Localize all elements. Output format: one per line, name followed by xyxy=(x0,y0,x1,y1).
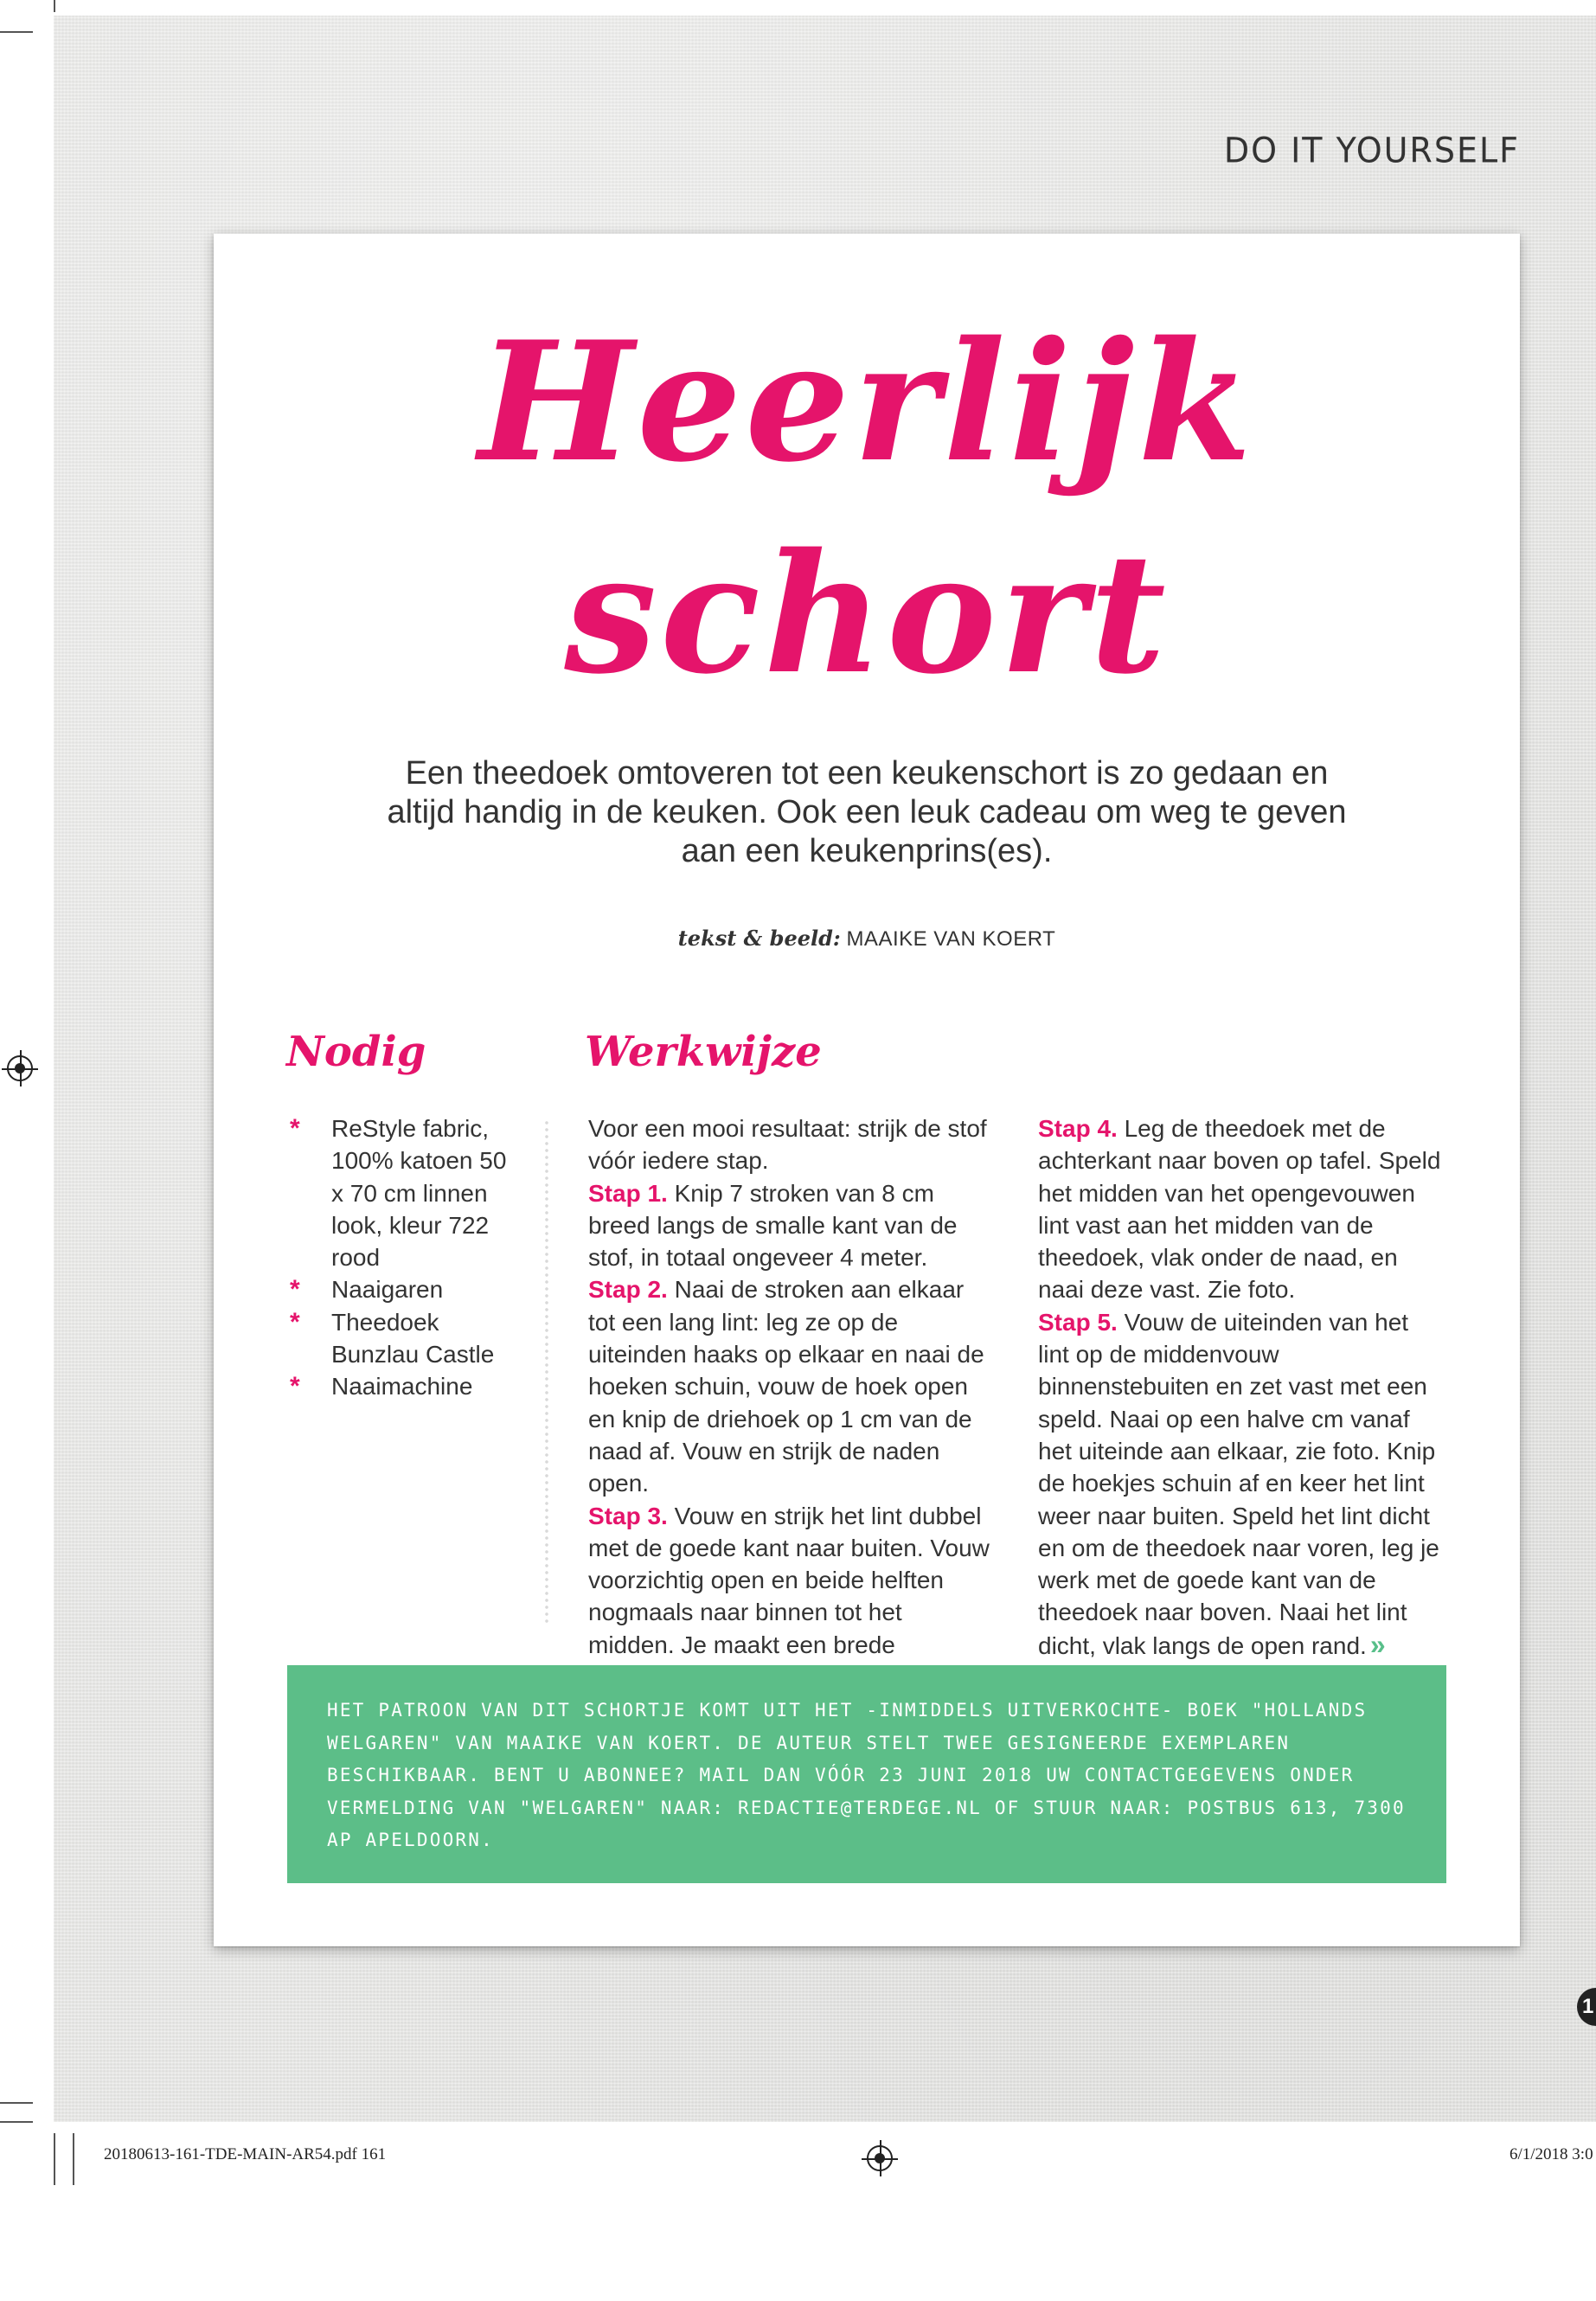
step-text: Vouw de uiteinden van het lint op de middenvouw binnenstebuiten en zet vast met een speld. Naai op een halve cm vanaf het uiteinde aan elkaar, zie foto. Knip de hoekjes schuin af en keer het lint weer naar buiten. Speld het lint dicht en om de theedoek naar voren, leg je werk met de goede kant van de theedoek naar boven. Naai het lint dicht, vlak langs de open rand. xyxy=(1038,1308,1439,1659)
asterisk-icon: * xyxy=(290,1114,300,1143)
method-intro: Voor een mooi resultaat: strijk de stof vóór iedere stap. xyxy=(588,1115,987,1175)
step-5 xyxy=(1038,1306,1445,1662)
step-2 xyxy=(588,1273,995,1499)
credit-name: MAAIKE VAN KOERT xyxy=(846,927,1056,951)
step-1 xyxy=(588,1177,995,1274)
crop-mark xyxy=(0,31,33,33)
list-item xyxy=(290,1306,515,1371)
crop-mark xyxy=(0,2121,33,2123)
print-footer-datetime: 6/1/2018 3:0 xyxy=(1509,2145,1593,2163)
article-card xyxy=(214,234,1520,1946)
title-line-2: schort xyxy=(564,517,1170,710)
step-text: Vouw en strijk het lint dubbel met de goede kant naar buiten. Vouw voorzichtig open en beide helften nogmaals naar binnen tot het midden. Je maakt een brede xyxy=(588,1502,990,1658)
step-label: Stap 3. xyxy=(588,1502,668,1529)
page-number-badge: 1 xyxy=(1577,1988,1596,2026)
step-label: Stap 2. xyxy=(588,1276,668,1304)
material-text: Naaigaren xyxy=(331,1276,444,1304)
crop-mark xyxy=(54,2133,55,2185)
material-text: ReStyle fabric, 100% katoen 50 x 70 cm linnen look, kleur 722 rood xyxy=(331,1115,507,1272)
list-item xyxy=(290,1273,515,1305)
step-4 xyxy=(1038,1112,1445,1306)
notice-text: HET PATROON VAN DIT SCHORTJE KOMT UIT HET -INMIDDELS UITVERKOCHTE- BOEK "HOLLANDS WELGAREN" VAN MAAIKE VAN KOERT. DE AUTEUR STELT TWEE GESIGNEERDE EXEMPLAREN BESCHIKBAAR. BENT U ABONNEE? MAIL DAN VÓÓR 23 JUNI 2018 UW CONTACTGEGEVENS ONDER VERMELDING VAN "WELGAREN" NAAR: REDACTIE@TERDEGE.NL OF STUUR NAAR: POSTBUS 613, 7300 AP APELDOORN. xyxy=(327,1700,1406,1850)
print-footer-filename: 20180613-161-TDE-MAIN-AR54.pdf 161 xyxy=(104,2145,387,2163)
crop-mark xyxy=(0,2102,33,2104)
list-item xyxy=(290,1112,515,1273)
materials-list xyxy=(290,1112,515,1403)
notice-box xyxy=(287,1665,1446,1883)
credit-line xyxy=(214,926,1520,952)
step-text: Knip 7 stroken van 8 cm breed langs de smalle kant van de stof, in totaal ongeveer 4 meter. xyxy=(588,1179,958,1272)
step-label: Stap 5. xyxy=(1038,1308,1118,1336)
asterisk-icon: * xyxy=(290,1372,300,1401)
method-heading: Werkwijze xyxy=(585,1028,822,1076)
step-text: Leg de theedoek met de achterkant naar boven op tafel. Speld het midden van het opengevouwen lint vast aan het midden van de theedoek, vlak onder de naad, en naai deze vast. Zie foto. xyxy=(1038,1115,1441,1304)
section-label: DO IT YOURSELF xyxy=(1223,130,1520,171)
step-label: Stap 1. xyxy=(588,1179,668,1207)
material-text: Theedoek Bunzlau Castle xyxy=(331,1308,495,1368)
material-text: Naaimachine xyxy=(331,1373,473,1400)
asterisk-icon: * xyxy=(290,1275,300,1304)
registration-mark-icon xyxy=(7,1055,33,1081)
dotted-divider xyxy=(544,1119,549,1626)
title-line-1: Heerlijk xyxy=(478,305,1256,498)
materials-heading: Nodig xyxy=(286,1028,426,1076)
method-column-2 xyxy=(1038,1112,1445,1662)
method-column-1 xyxy=(588,1112,995,1693)
crop-mark xyxy=(54,0,55,12)
crop-mark xyxy=(73,2133,74,2185)
step-label: Stap 4. xyxy=(1038,1115,1118,1142)
registration-mark-icon xyxy=(867,2145,893,2171)
intro-text: Een theedoek omtoveren tot een keukenschort is zo gedaan en altijd handig in de keuken. Ook een leuk cadeau om weg te geven aan een keukenprins(es). xyxy=(387,755,1347,869)
step-text: Naai de stroken aan elkaar tot een lang lint: leg ze op de uiteinden haaks op elkaar en naai de hoeken schuin, vouw de hoek open en knip de driehoek op 1 cm van de naad af. Vouw en strijk de naden open. xyxy=(588,1276,984,1497)
list-item xyxy=(290,1370,515,1402)
step-3 xyxy=(588,1500,995,1694)
continue-arrow-icon: » xyxy=(1369,1628,1381,1660)
credit-label: tekst & beeld: xyxy=(677,926,841,951)
asterisk-icon: * xyxy=(290,1307,300,1336)
